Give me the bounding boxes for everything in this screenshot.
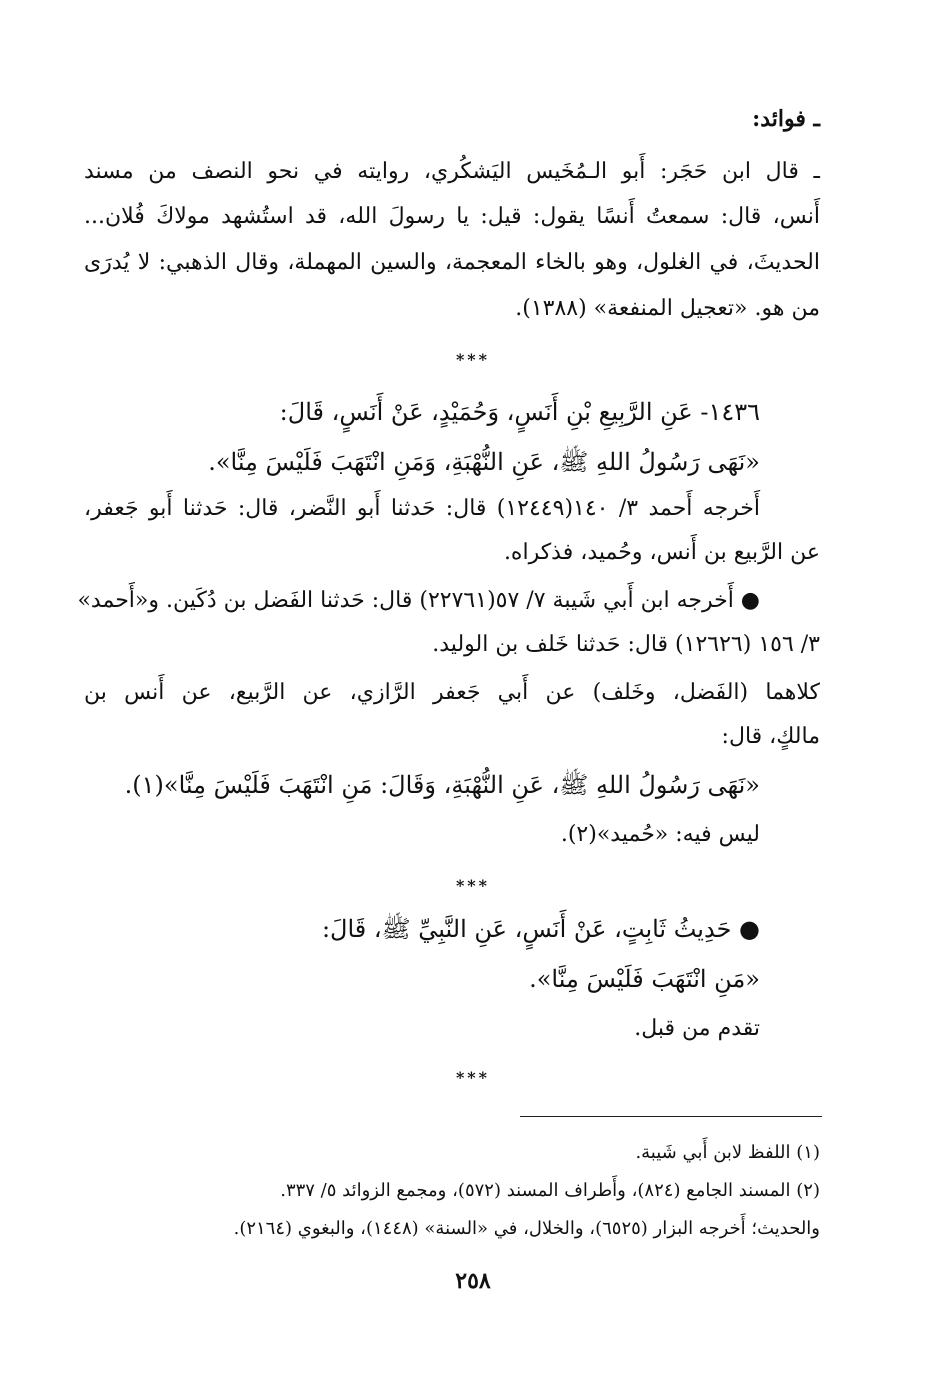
section-separator: *** — [455, 876, 491, 895]
hadith-thabit-note: تقدم من قبل. — [634, 1016, 760, 1041]
footnote-separator-line — [520, 1116, 822, 1117]
takhrij-line-6: مالكٍ، قال: — [721, 724, 820, 749]
hadith-thabit-isnad: ● حَدِيثُ ثَابِتٍ، عَنْ أَنَسٍ، عَنِ النَّبِيِّ ﷺ، قَالَ: — [321, 915, 760, 943]
takhrij-line-1: أَخرجه أَحمد ٣/ ١٤٠(١٢٤٤٩) قال: حَدثنا أَبو النَّضر، قال: حَدثنا أَبو جَعفر، — [84, 496, 761, 521]
takhrij-line-4: ٣/ ١٥٦ (١٢٦٢٦) قال: حَدثنا خَلف بن الوليد. — [432, 632, 820, 657]
fawaid-line-4: من هو. «تعجيل المنفعة» (١٣٨٨). — [515, 296, 820, 321]
takhrij-line-3: ● أَخرجه ابن أَبي شَيبة ٧/ ٥٧(٢٢٧٦١) قال: حَدثنا الفَضل بن دُكَين. و«أَحمد» — [77, 588, 760, 613]
hadith-1436-note: ليس فيه: «حُميد»(٢). — [560, 822, 760, 847]
footnote-2-continued: والحديث؛ أَخرجه البزار (٦٥٢٥)، والخلال، في «السنة» (١٤٤٨)، والبغوي (٢١٦٤). — [233, 1218, 820, 1239]
section-separator: *** — [455, 1068, 491, 1087]
footnote-2: (٢) المسند الجامع (٨٢٤)، وأَطراف المسند (٥٧٢)، ومجمع الزوائد ٥/ ٣٣٧. — [280, 1180, 820, 1201]
footnote-1: (١) اللفظ لابن أَبي شَيبة. — [635, 1142, 820, 1163]
fawaid-line-1: ـ قال ابن حَجَر: أَبو الـمُخَيس اليَشكُري، روايته في نحو النصف من مسند — [84, 159, 820, 184]
fawaid-line-3: الحديثَ، في الغلول، وهو بالخاء المعجمة، والسين المهملة، وقال الذهبي: لا يُدرَى — [84, 250, 820, 275]
fawaid-line-2: أَنس، قال: سمعتُ أَنسًا يقول: قيل: يا رسولَ الله، قد استُشهد مولاكَ فُلان... — [84, 204, 820, 229]
takhrij-line-2: عن الرَّبيع بن أَنس، وحُميد، فذكراه. — [503, 540, 820, 565]
fawaid-heading: ـ فوائد: — [752, 106, 820, 132]
hadith-1436-isnad: ١٤٣٦- عَنِ الرَّبِيعِ بْنِ أَنَسٍ، وَحُمَيْدٍ، عَنْ أَنَسٍ، قَالَ: — [279, 398, 760, 426]
hadith-1436-quote: «نَهَى رَسُولُ اللهِ ﷺ، عَنِ النُّهْبَةِ، وَقَالَ: مَنِ انْتَهَبَ فَلَيْسَ مِنَّا»(١). — [124, 771, 760, 799]
page-number: ٢٥٨ — [455, 1268, 491, 1294]
takhrij-line-5: كلاهما (الفَضل، وخَلف) عن أَبي جَعفر الرَّازي، عن الرَّبيع، عن أَنس بن — [84, 680, 820, 705]
hadith-1436-matn: «نَهَى رَسُولُ اللهِ ﷺ، عَنِ النُّهْبَةِ، وَمَنِ انْتَهَبَ فَلَيْسَ مِنَّا». — [208, 448, 760, 476]
section-separator: *** — [455, 350, 491, 369]
hadith-thabit-matn: «مَنِ انْتَهَبَ فَلَيْسَ مِنَّا». — [529, 965, 760, 993]
